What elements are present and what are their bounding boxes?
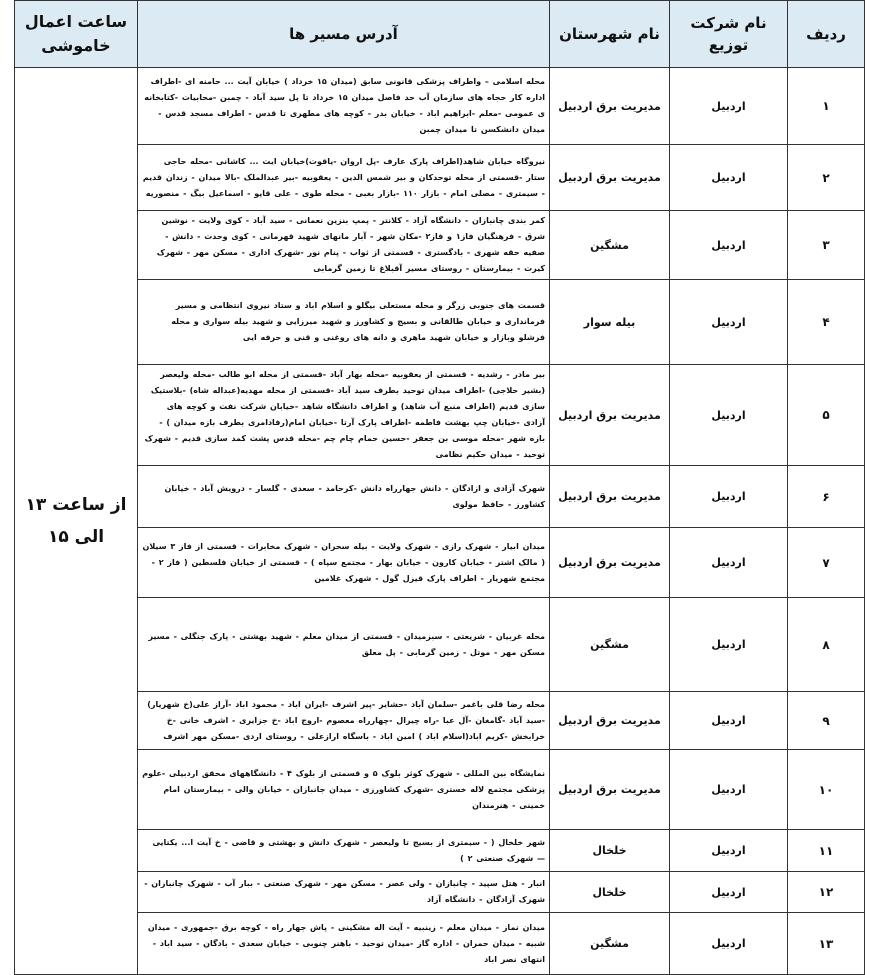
company-cell: اردبیل: [670, 365, 788, 466]
row-number: ۶: [788, 466, 865, 528]
company-cell: اردبیل: [670, 598, 788, 692]
address-cell: محله غربیان - شریعتی - سبزمیدان - قسمتی از میدان معلم - شهید بهشتی - پارک جنگلی - مسیر مسکن مهر - موتل - زمین گرمابی - پل معلق: [138, 598, 550, 692]
header-city: نام شهرستان: [550, 1, 670, 68]
row-number: ۷: [788, 528, 865, 598]
company-cell: اردبیل: [670, 750, 788, 830]
address-cell: شهرک آزادی و ازادگان - دانش جهارراه دانش -کرحامد - سعدی - گلسار - درویش آباد - خیابان کشاورز - حافظ مولوی: [138, 466, 550, 528]
table-row: [15, 692, 865, 750]
city-cell: مدیریت برق اردبیل: [550, 68, 670, 145]
address-cell: انبار - هتل سپید - چانبازان - ولی عصر - مسکن مهر - شهرک صنعتی - ببار آب - شهرک چانبازان - شهرک آزادگان - دانشگاه آزاد: [138, 872, 550, 913]
row-number: ۲: [788, 145, 865, 211]
address-cell: محله رضا قلی باغمر -سلمان آباد -حشایر -پیر اشرف -ایران اباد - محمود اباد -آراز علی(خ شهریار) -سید آباد -گامغان -آل عبا -راه چیرال -چهارراه معصوم -اروج اباد -خ جزایری - اشرف خانی -خ خرابخش -کریم اباد(اسلام اباد ) امین اباد - باسگاه ارازعلی - روستای اردی -مسکن مهر اشرف: [138, 692, 550, 750]
header-row: [15, 1, 865, 68]
outage-table: [14, 0, 865, 975]
table-row: [15, 913, 865, 975]
row-number: ۱۱: [788, 830, 865, 872]
city-cell: مدیریت برق اردبیل: [550, 692, 670, 750]
row-number: ۱۳: [788, 913, 865, 975]
city-cell: بیله سوار: [550, 280, 670, 365]
city-cell: مدیریت برق اردبیل: [550, 145, 670, 211]
address-cell: میدان ابیار - شهرک رازی - شهرک ولایت - بیله سحران - شهرک مخابرات - قسمتی از فاز ۳ سیلان ( مالک اشتر - خیابان کارون - خیابان بهار - مجتمع سپاه ) - قسمتی از خیابان فلسطین ( فاز ۲ - مجتمع شهریار - اطراف پارک قیزل گول - شهرک غلامین: [138, 528, 550, 598]
address-cell: قسمت های جنوبی زرگر و محله مستعلی بیگلو و اسلام اباد و ستاد نیروی انتظامی و مسیر فرمانداری و خیابان طالقانی و بسیج و کشاورز و شهید میرزایی و شهید بیله سواری و محله فرشلو وبازار و خیابان شهید ماهری و دانه های روغنی و قنی و حرفه ایی: [138, 280, 550, 365]
table-row: [15, 145, 865, 211]
company-cell: اردبیل: [670, 280, 788, 365]
address-cell: کمر بندی چانبازان - دانشگاه آزاد - کلانتر - پمپ بنزین نعمانی - سید آباد - کوی ولایت - نوشین شرق - فرهنگیان فاز۱ و فاز۲ -مکان شهر - آبار مانهای شهید قهرمانی - کوی وحدت - دانش - صفیه حقه شهری - بادگستری - قسمتی از ثواب - پنام نور -شهرک اداری - مسکن مهر - شهرک کیرت - بیمارستان - روستای مسیر آقبلاغ تا زمین گرمابی: [138, 211, 550, 280]
header-row-number: ردیف: [788, 1, 865, 68]
row-number: ۹: [788, 692, 865, 750]
city-cell: مدیریت برق اردبیل: [550, 528, 670, 598]
address-cell: شهر خلخال ( - سیمتری از بسیج تا ولیعصر - شهرک دانش و بهشتی و قاضی - خ آیت ا... یکتایی — شهرک صنعتی ۲ ): [138, 830, 550, 872]
table-row: [15, 872, 865, 913]
city-cell: خلخال: [550, 872, 670, 913]
city-cell: مدیریت برق اردبیل: [550, 750, 670, 830]
city-cell: مشگین: [550, 913, 670, 975]
city-cell: مشگین: [550, 598, 670, 692]
address-cell: نمایشگاه بین المللی - شهرک کوثر بلوک ۵ و قسمتی از بلوک ۴ - دانشگاههای محقق اردبیلی -علوم پزشکی مجتمع لاله خستری -شهرک کشاورزی - میدان جانبازان - خیابان والی - بیمارستان امام خمینی - هنرمندان: [138, 750, 550, 830]
address-cell: نیروگاه خیابان شاهد(اطراف پارک عارف -پل اروان -یاقوت)خیابان ایت ... کاشانی -محله حاجی ستار -قسمتی از محله توحدکان و بیر شمس الدین - یعقوبیه -بیر عبدالملک -بالا میدان - زندان قدیم - سیمتری - مصلی امام - بازار ۱۱۰ -بازار بغبی - محله طوی - علی قاپو - اسماعیل بیگ - منصوریه: [138, 145, 550, 211]
row-number: ۸: [788, 598, 865, 692]
company-cell: اردبیل: [670, 830, 788, 872]
row-number: ۴: [788, 280, 865, 365]
outage-schedule: [15, 0, 865, 964]
company-cell: اردبیل: [670, 145, 788, 211]
table-row: [15, 750, 865, 830]
city-cell: خلخال: [550, 830, 670, 872]
address-cell: بیر مادر - رشدیه - قسمتی از یعقوبیه -محله بهار آباد -قسمتی از محله ابو طالب -محله ولیعصر (بشیر حلاجی) -اطراف میدان توحید بطرف سید آباد -قسمتی از محله مهدیه(عبداله شاه) -بلاستیک سازی قدیم (اطراف منبع آب شاهد) و اطراف دانشگاه شاهد -خیابان شرکت نفت و کوچه های آزادی -خیابان چپ بهشت فاطمه -اطراف پارک آرتا -خیابان امام(رفادامری بطرف بازه میدان ) - بازه شهر -محله موسی بن جعفر -حسین حمام چام چم -محله قدس پشت کمد سازی قدیم - شهرک توحید - میدان حکیم نظامی: [138, 365, 550, 466]
table-row: [15, 365, 865, 466]
city-cell: مدیریت برق اردبیل: [550, 466, 670, 528]
table-row: [15, 830, 865, 872]
company-cell: اردبیل: [670, 913, 788, 975]
row-number: ۵: [788, 365, 865, 466]
table-row: [15, 211, 865, 280]
company-cell: اردبیل: [670, 68, 788, 145]
header-hours: ساعت اعمال خاموشی: [15, 1, 138, 68]
row-number: ۳: [788, 211, 865, 280]
table-row: [15, 68, 865, 145]
address-cell: میدان نماز - میدان معلم - زینبیه - آیت اله مشکینی - پاش جهار راه - کوچه برق -جمهوری - میدان شبیه - میدان حمران - اداره گاز -میدان توحید - باهنر چنوبی - خیابان سعدی - بادگان - سید اباد - انتهای نصر اباد: [138, 913, 550, 975]
table-row: [15, 528, 865, 598]
header-address: آدرس مسیر ها: [138, 1, 550, 68]
company-cell: اردبیل: [670, 528, 788, 598]
header-company: نام شرکت توزیع: [670, 1, 788, 68]
company-cell: اردبیل: [670, 466, 788, 528]
company-cell: اردبیل: [670, 872, 788, 913]
outage-hours: از ساعت ۱۳ الی ۱۵: [15, 68, 138, 975]
address-cell: محله اسلامی – واطراف پزشکی قانونی سابق (میدان ۱۵ خرداد ) خیابان آیت ... حامنه ای -اطراف اداره کار حجاه های سازمان آب حد فاصل میدان ۱۵ خرداد تا پل سید آباد - چمبن -محابیات -کتابخانه ی عمومی -معلم -ابراهیم اباد - خیابان بدر - کوچه های مطهری تا قدس - اطراف مسجد قدس - میدان دانشکسن تا میدان چمبن: [138, 68, 550, 145]
row-number: ۱۰: [788, 750, 865, 830]
company-cell: اردبیل: [670, 692, 788, 750]
table-row: [15, 466, 865, 528]
table-row: [15, 598, 865, 692]
city-cell: مدیریت برق اردبیل: [550, 365, 670, 466]
city-cell: مشگین: [550, 211, 670, 280]
company-cell: اردبیل: [670, 211, 788, 280]
row-number: ۱: [788, 68, 865, 145]
table-row: [15, 280, 865, 365]
row-number: ۱۲: [788, 872, 865, 913]
